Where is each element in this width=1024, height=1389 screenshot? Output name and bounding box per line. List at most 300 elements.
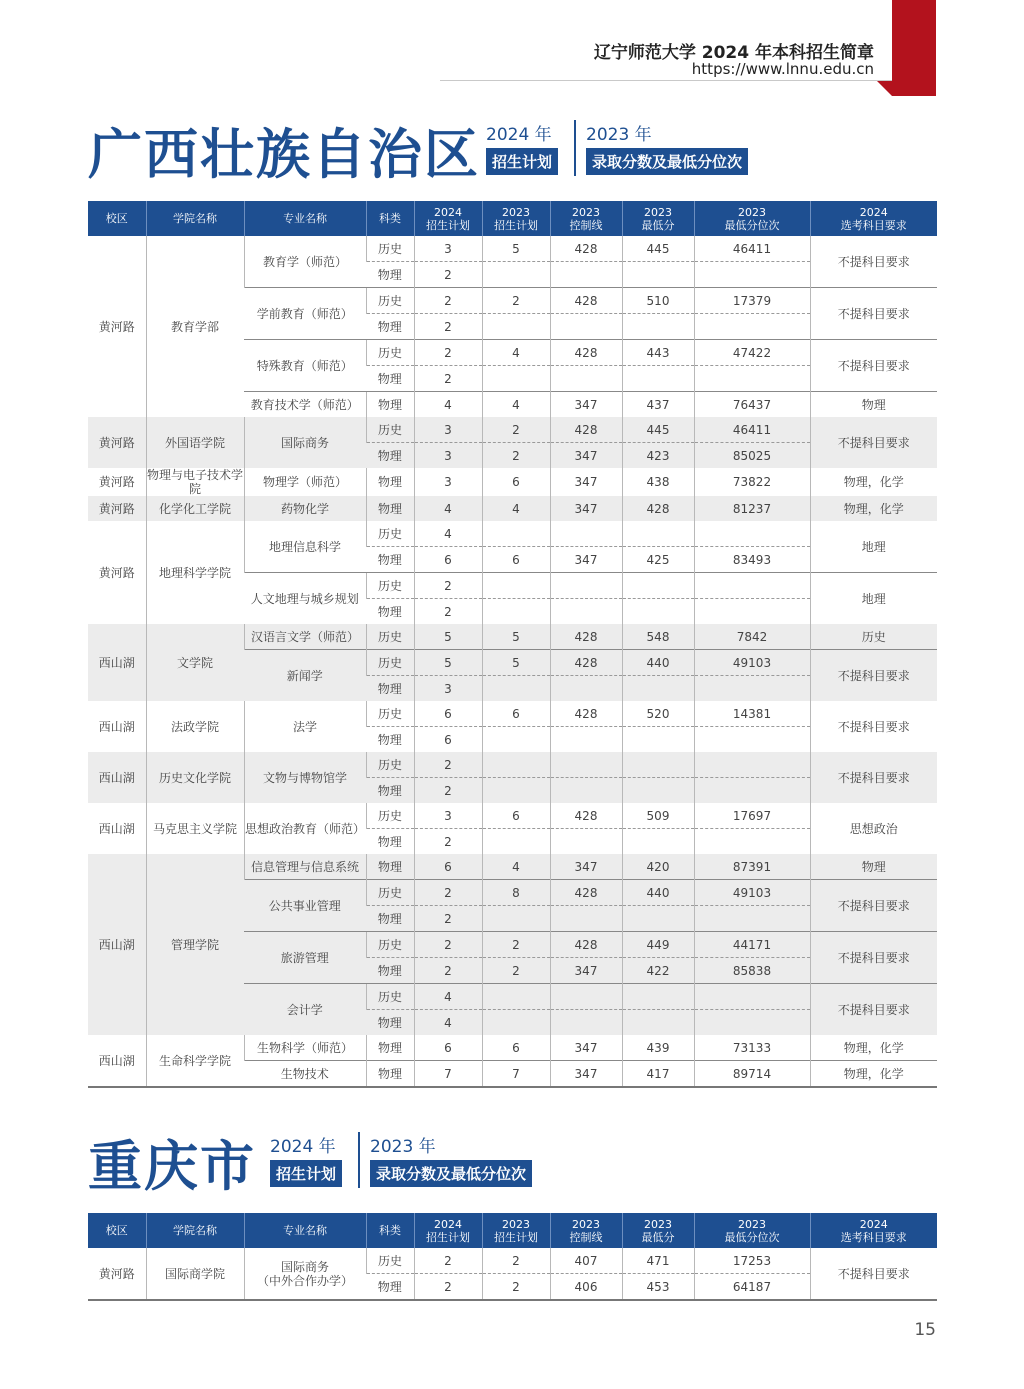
control-line-cell: 428 [550, 880, 622, 906]
campus-cell: 西山湖 [88, 624, 146, 701]
requirement-cell: 地理 [810, 573, 937, 625]
requirement-cell: 不提科目要求 [810, 1248, 937, 1300]
min-score-cell [622, 829, 694, 855]
requirement-cell: 不提科目要求 [810, 340, 937, 392]
plan-2023-cell: 6 [482, 1035, 550, 1061]
plan-2023-cell [482, 314, 550, 340]
plan-2024-cell: 4 [414, 984, 482, 1010]
control-line-cell: 347 [550, 1035, 622, 1061]
major-cell: 国际商务 （中外合作办学） [244, 1248, 366, 1300]
requirement-cell: 物理，化学 [810, 1061, 937, 1088]
plan-2024-cell: 7 [414, 1061, 482, 1088]
subject-cell: 物理 [366, 496, 414, 521]
control-line-cell [550, 366, 622, 392]
plan-2023-cell [482, 829, 550, 855]
control-line-cell: 347 [550, 1061, 622, 1088]
control-line-cell: 428 [550, 803, 622, 829]
plan-2024-cell: 6 [414, 854, 482, 880]
table-row [88, 701, 937, 727]
plan-2023-cell: 2 [482, 932, 550, 958]
campus-cell: 西山湖 [98, 1053, 135, 1068]
plan-2024-cell: 2 [414, 906, 482, 932]
college-cell: 地理科学学院 [146, 521, 244, 624]
major-cell: 学前教育（师范） [244, 288, 366, 340]
plan-2023-cell: 4 [482, 340, 550, 366]
plan-2024-cell: 4 [414, 1010, 482, 1036]
college-group [88, 701, 937, 752]
min-score-cell: 438 [622, 468, 694, 496]
column-header-college: 学院名称 [146, 201, 244, 236]
min-score-cell [622, 906, 694, 932]
table-row [88, 1248, 937, 1274]
min-score-cell: 548 [622, 624, 694, 650]
requirement-cell: 物理 [810, 854, 937, 880]
min-rank-cell [694, 727, 810, 753]
plan-2024-cell: 3 [414, 803, 482, 829]
subject-cell: 历史 [366, 932, 414, 958]
min-rank-cell: 64187 [694, 1274, 810, 1301]
table-row [88, 521, 937, 547]
min-rank-cell: 85025 [694, 443, 810, 469]
plan-2024-cell: 3 [414, 417, 482, 443]
min-score-cell: 440 [622, 650, 694, 676]
plan-2024-cell: 2 [414, 314, 482, 340]
subject-cell: 物理 [366, 778, 414, 804]
requirement-cell: 物理，化学 [810, 496, 937, 521]
plan-2024-cell: 3 [414, 443, 482, 469]
min-rank-cell [694, 314, 810, 340]
header-divider [440, 80, 892, 81]
year-2024-label: 2024 年 [486, 125, 552, 145]
plan-2024-cell: 5 [414, 624, 482, 650]
major-cell: 生物科学（师范） [244, 1035, 366, 1061]
college-group [88, 854, 937, 1035]
campus-cell: 黄河路 [98, 565, 135, 580]
control-line-cell [550, 314, 622, 340]
major-cell: 生物技术 [244, 1061, 366, 1088]
min-score-cell: 510 [622, 288, 694, 314]
subject-cell: 历史 [366, 573, 414, 599]
college-cell: 文学院 [146, 624, 244, 701]
control-line-cell: 428 [550, 236, 622, 262]
control-line-cell: 347 [550, 958, 622, 984]
requirement-cell: 不提科目要求 [810, 701, 937, 752]
page-number: 15 [914, 1320, 936, 1340]
major-cell: 药物化学 [244, 496, 366, 521]
campus-cell: 黄河路 [88, 417, 146, 468]
plan-2024-cell: 2 [414, 932, 482, 958]
plan-2023-cell [482, 676, 550, 702]
subject-cell: 物理 [366, 314, 414, 340]
plan-2023-cell: 8 [482, 880, 550, 906]
min-rank-cell [694, 262, 810, 288]
min-score-cell [622, 752, 694, 778]
min-score-cell [622, 599, 694, 625]
min-score-cell: 439 [622, 1035, 694, 1061]
column-header-major: 专业名称 [244, 201, 366, 236]
plan-2024-cell: 6 [414, 701, 482, 727]
requirement-cell: 地理 [810, 521, 937, 573]
plan-2024-cell: 2 [414, 1248, 482, 1274]
column-header-plan-2023: 2023 招生计划 [482, 1213, 550, 1248]
campus-cell: 黄河路 [88, 496, 146, 521]
min-score-cell: 445 [622, 236, 694, 262]
control-line-cell [550, 1010, 622, 1036]
min-score-cell: 443 [622, 340, 694, 366]
column-header-min-score-2023: 2023 最低分 [622, 201, 694, 236]
plan-2023-cell: 6 [482, 468, 550, 496]
control-line-cell: 406 [550, 1274, 622, 1301]
requirement-cell: 不提科目要求 [810, 650, 937, 702]
column-header-min-rank-2023: 2023 最低分位次 [694, 201, 810, 236]
min-score-cell: 453 [622, 1274, 694, 1301]
heading-divider [358, 1132, 360, 1188]
major-cell: 特殊教育（师范） [244, 340, 366, 392]
plan-2023-cell [482, 727, 550, 753]
plan-2024-cell: 3 [414, 468, 482, 496]
control-line-cell [550, 676, 622, 702]
year-2024-label: 2024 年 [270, 1137, 336, 1157]
college-group [88, 417, 937, 468]
campus-cell: 西山湖 [98, 821, 135, 836]
min-rank-cell [694, 778, 810, 804]
college-cell: 物理与电子技术学院 [146, 468, 243, 496]
subject-cell: 历史 [366, 650, 414, 676]
subject-cell: 物理 [366, 468, 414, 496]
table-row [88, 496, 937, 521]
min-rank-cell [694, 366, 810, 392]
plan-2024-cell: 3 [414, 676, 482, 702]
website-url[interactable]: https://www.lnnu.edu.cn [691, 60, 874, 78]
min-rank-cell [694, 573, 810, 599]
college-group [88, 803, 937, 854]
subject-cell: 历史 [366, 624, 414, 650]
year-2023-label: 2023 年 [370, 1137, 436, 1157]
subject-cell: 物理 [366, 599, 414, 625]
plan-2023-cell: 2 [482, 288, 550, 314]
min-score-cell: 445 [622, 417, 694, 443]
min-score-cell: 509 [622, 803, 694, 829]
column-header-campus: 校区 [88, 201, 146, 236]
control-line-cell: 428 [550, 288, 622, 314]
control-line-cell: 428 [550, 340, 622, 366]
major-cell: 教育学（师范） [244, 236, 366, 288]
plan-2023-cell: 2 [482, 1274, 550, 1301]
min-score-cell [622, 521, 694, 547]
college-cell: 管理学院 [146, 854, 244, 1035]
column-header-subject: 科类 [366, 1213, 414, 1248]
college-cell: 马克思主义学院 [146, 803, 244, 854]
table-row [88, 752, 937, 778]
column-header-plan-2024: 2024 招生计划 [414, 1213, 482, 1248]
plan-2024-cell: 4 [414, 521, 482, 547]
college-group [88, 752, 937, 803]
min-score-cell: 520 [622, 701, 694, 727]
major-cell: 信息管理与信息系统 [244, 854, 366, 880]
min-rank-cell: 73133 [694, 1035, 810, 1061]
plan-2023-cell: 2 [482, 417, 550, 443]
column-header-requirement-2024: 2024 选考科目要求 [810, 201, 937, 236]
subject-cell: 物理 [366, 443, 414, 469]
min-rank-cell: 85838 [694, 958, 810, 984]
subject-cell: 历史 [366, 236, 414, 262]
college-cell: 国际商学院 [146, 1248, 244, 1300]
subject-cell: 物理 [366, 854, 414, 880]
table-row [88, 803, 937, 829]
subject-cell: 物理 [366, 829, 414, 855]
requirement-cell: 不提科目要求 [810, 236, 937, 288]
major-cell: 公共事业管理 [244, 880, 366, 932]
min-rank-cell: 17253 [694, 1248, 810, 1274]
min-rank-cell [694, 752, 810, 778]
min-rank-cell: 46411 [694, 417, 810, 443]
plan-2023-cell: 4 [482, 496, 550, 521]
major-cell: 国际商务 [244, 417, 366, 468]
plan-2024-cell: 2 [414, 1274, 482, 1301]
requirement-cell: 不提科目要求 [810, 417, 937, 468]
plan-2023-cell [482, 262, 550, 288]
college-group [88, 468, 937, 496]
requirement-cell: 物理，化学 [810, 1035, 937, 1061]
min-rank-cell [694, 906, 810, 932]
control-line-cell: 428 [550, 701, 622, 727]
plan-tag: 招生计划 [486, 148, 558, 175]
control-line-cell [550, 984, 622, 1010]
column-header-campus: 校区 [88, 1213, 146, 1248]
control-line-cell: 428 [550, 624, 622, 650]
college-cell: 法政学院 [146, 701, 244, 752]
subject-cell: 物理 [366, 958, 414, 984]
college-cell: 历史文化学院 [146, 752, 244, 803]
subject-cell: 历史 [366, 803, 414, 829]
college-group [88, 624, 937, 701]
subject-cell: 物理 [366, 1035, 414, 1061]
control-line-cell [550, 906, 622, 932]
min-score-cell: 422 [622, 958, 694, 984]
plan-2023-cell [482, 906, 550, 932]
corner-red-bar [892, 0, 936, 96]
plan-2024-cell: 2 [414, 288, 482, 314]
control-line-cell: 428 [550, 417, 622, 443]
plan-2024-cell: 2 [414, 752, 482, 778]
min-rank-cell: 17379 [694, 288, 810, 314]
min-rank-cell [694, 984, 810, 1010]
corner-red-fold [876, 80, 892, 96]
table-row [88, 1035, 937, 1061]
control-line-cell [550, 752, 622, 778]
control-line-cell [550, 778, 622, 804]
min-score-cell [622, 314, 694, 340]
table-row [88, 854, 937, 880]
min-score-cell [622, 727, 694, 753]
college-group [88, 521, 937, 624]
requirement-cell: 不提科目要求 [810, 880, 937, 932]
control-line-cell: 428 [550, 932, 622, 958]
min-score-cell [622, 573, 694, 599]
subject-cell: 历史 [366, 340, 414, 366]
requirement-cell: 物理，化学 [810, 468, 937, 496]
plan-2024-cell: 2 [414, 880, 482, 906]
min-rank-cell: 89714 [694, 1061, 810, 1088]
subject-cell: 物理 [366, 392, 414, 418]
min-rank-cell: 81237 [694, 496, 810, 521]
control-line-cell [550, 521, 622, 547]
admission-table-guangxi [88, 201, 937, 1088]
requirement-cell: 不提科目要求 [810, 932, 937, 984]
min-rank-cell [694, 1010, 810, 1036]
requirement-cell: 不提科目要求 [810, 984, 937, 1036]
campus-cell: 西山湖 [98, 719, 135, 734]
subject-cell: 物理 [366, 676, 414, 702]
college-cell: 生命科学学院 [146, 1035, 244, 1087]
plan-2023-cell: 2 [482, 1248, 550, 1274]
plan-2023-cell: 6 [482, 803, 550, 829]
plan-2023-cell: 4 [482, 854, 550, 880]
min-rank-cell [694, 829, 810, 855]
control-line-cell: 347 [550, 547, 622, 573]
min-rank-cell: 49103 [694, 880, 810, 906]
column-header-college: 学院名称 [146, 1213, 244, 1248]
min-score-cell: 437 [622, 392, 694, 418]
college-group [88, 1248, 937, 1300]
subject-cell: 历史 [366, 752, 414, 778]
min-rank-cell [694, 521, 810, 547]
min-rank-cell: 83493 [694, 547, 810, 573]
plan-2023-cell [482, 366, 550, 392]
plan-2023-cell [482, 521, 550, 547]
plan-2024-cell: 5 [414, 650, 482, 676]
campus-cell: 黄河路 [98, 475, 135, 489]
control-line-cell [550, 573, 622, 599]
control-line-cell [550, 727, 622, 753]
min-rank-cell [694, 599, 810, 625]
column-header-min-score-2023: 2023 最低分 [622, 1213, 694, 1248]
plan-2024-cell: 2 [414, 366, 482, 392]
section-title-guangxi: 广西壮族自治区 [88, 123, 480, 186]
min-score-cell: 417 [622, 1061, 694, 1088]
major-cell: 会计学 [244, 984, 366, 1036]
column-header-plan-2023: 2023 招生计划 [482, 201, 550, 236]
plan-2024-cell: 2 [414, 829, 482, 855]
plan-2024-cell: 6 [414, 1035, 482, 1061]
plan-2024-cell: 6 [414, 727, 482, 753]
plan-2023-cell [482, 984, 550, 1010]
subject-cell: 历史 [366, 701, 414, 727]
min-score-cell [622, 984, 694, 1010]
admission-table-chongqing [88, 1213, 937, 1301]
major-cell: 新闻学 [244, 650, 366, 702]
min-rank-cell [694, 676, 810, 702]
control-line-cell: 347 [550, 468, 622, 496]
control-line-cell [550, 262, 622, 288]
plan-2023-cell: 5 [482, 236, 550, 262]
year-2023-label: 2023 年 [586, 125, 652, 145]
college-cell: 外国语学院 [146, 417, 244, 468]
plan-2024-cell: 2 [414, 599, 482, 625]
plan-2024-cell: 4 [414, 392, 482, 418]
min-score-cell: 428 [622, 496, 694, 521]
plan-2024-cell: 2 [414, 573, 482, 599]
min-rank-cell: 49103 [694, 650, 810, 676]
campus-cell: 黄河路 [98, 1266, 135, 1281]
control-line-cell: 407 [550, 1248, 622, 1274]
min-score-cell [622, 676, 694, 702]
min-rank-cell: 7842 [694, 624, 810, 650]
major-cell: 法学 [244, 701, 366, 752]
plan-2023-cell: 6 [482, 547, 550, 573]
min-rank-cell: 44171 [694, 932, 810, 958]
subject-cell: 历史 [366, 521, 414, 547]
heading-divider [574, 120, 576, 176]
plan-2023-cell: 5 [482, 624, 550, 650]
subject-cell: 历史 [366, 417, 414, 443]
major-cell: 教育技术学（师范） [244, 392, 366, 418]
control-line-cell: 347 [550, 392, 622, 418]
column-header-requirement-2024: 2024 选考科目要求 [810, 1213, 937, 1248]
major-cell: 文物与博物馆学 [244, 752, 366, 803]
major-cell: 汉语言文学（师范） [244, 624, 366, 650]
table-row [88, 468, 937, 496]
plan-2023-cell: 5 [482, 650, 550, 676]
plan-2023-cell: 6 [482, 701, 550, 727]
min-score-cell: 423 [622, 443, 694, 469]
campus-cell: 黄河路 [98, 319, 135, 334]
subject-cell: 历史 [366, 288, 414, 314]
min-rank-cell: 76437 [694, 392, 810, 418]
subject-cell: 历史 [366, 984, 414, 1010]
min-rank-cell: 87391 [694, 854, 810, 880]
college-group [88, 236, 937, 417]
min-rank-cell: 46411 [694, 236, 810, 262]
requirement-cell: 思想政治 [810, 803, 937, 854]
plan-2023-cell: 2 [482, 443, 550, 469]
control-line-cell: 347 [550, 854, 622, 880]
plan-2023-cell [482, 1010, 550, 1036]
min-score-cell: 425 [622, 547, 694, 573]
subject-cell: 物理 [366, 262, 414, 288]
min-score-cell [622, 366, 694, 392]
min-score-cell: 471 [622, 1248, 694, 1274]
plan-2024-cell: 2 [414, 778, 482, 804]
plan-2024-cell: 2 [414, 340, 482, 366]
plan-tag: 招生计划 [270, 1160, 342, 1187]
min-score-cell: 440 [622, 880, 694, 906]
score-tag: 录取分数及最低分位次 [370, 1160, 532, 1187]
plan-2023-cell: 2 [482, 958, 550, 984]
subject-cell: 物理 [366, 366, 414, 392]
plan-2024-cell: 6 [414, 547, 482, 573]
plan-2024-cell: 3 [414, 236, 482, 262]
min-rank-cell: 14381 [694, 701, 810, 727]
major-cell: 地理信息科学 [244, 521, 366, 573]
control-line-cell: 428 [550, 650, 622, 676]
requirement-cell: 不提科目要求 [810, 752, 937, 803]
subject-cell: 物理 [366, 547, 414, 573]
column-header-major: 专业名称 [244, 1213, 366, 1248]
min-rank-cell: 17697 [694, 803, 810, 829]
column-header-min-rank-2023: 2023 最低分位次 [694, 1213, 810, 1248]
subject-cell: 历史 [366, 1248, 414, 1274]
column-header-plan-2024: 2024 招生计划 [414, 201, 482, 236]
plan-2023-cell [482, 599, 550, 625]
major-cell: 旅游管理 [244, 932, 366, 984]
control-line-cell: 347 [550, 496, 622, 521]
min-score-cell [622, 778, 694, 804]
plan-2023-cell: 4 [482, 392, 550, 418]
plan-2023-cell [482, 778, 550, 804]
subject-cell: 物理 [366, 1274, 414, 1301]
college-cell: 教育学部 [146, 236, 244, 417]
